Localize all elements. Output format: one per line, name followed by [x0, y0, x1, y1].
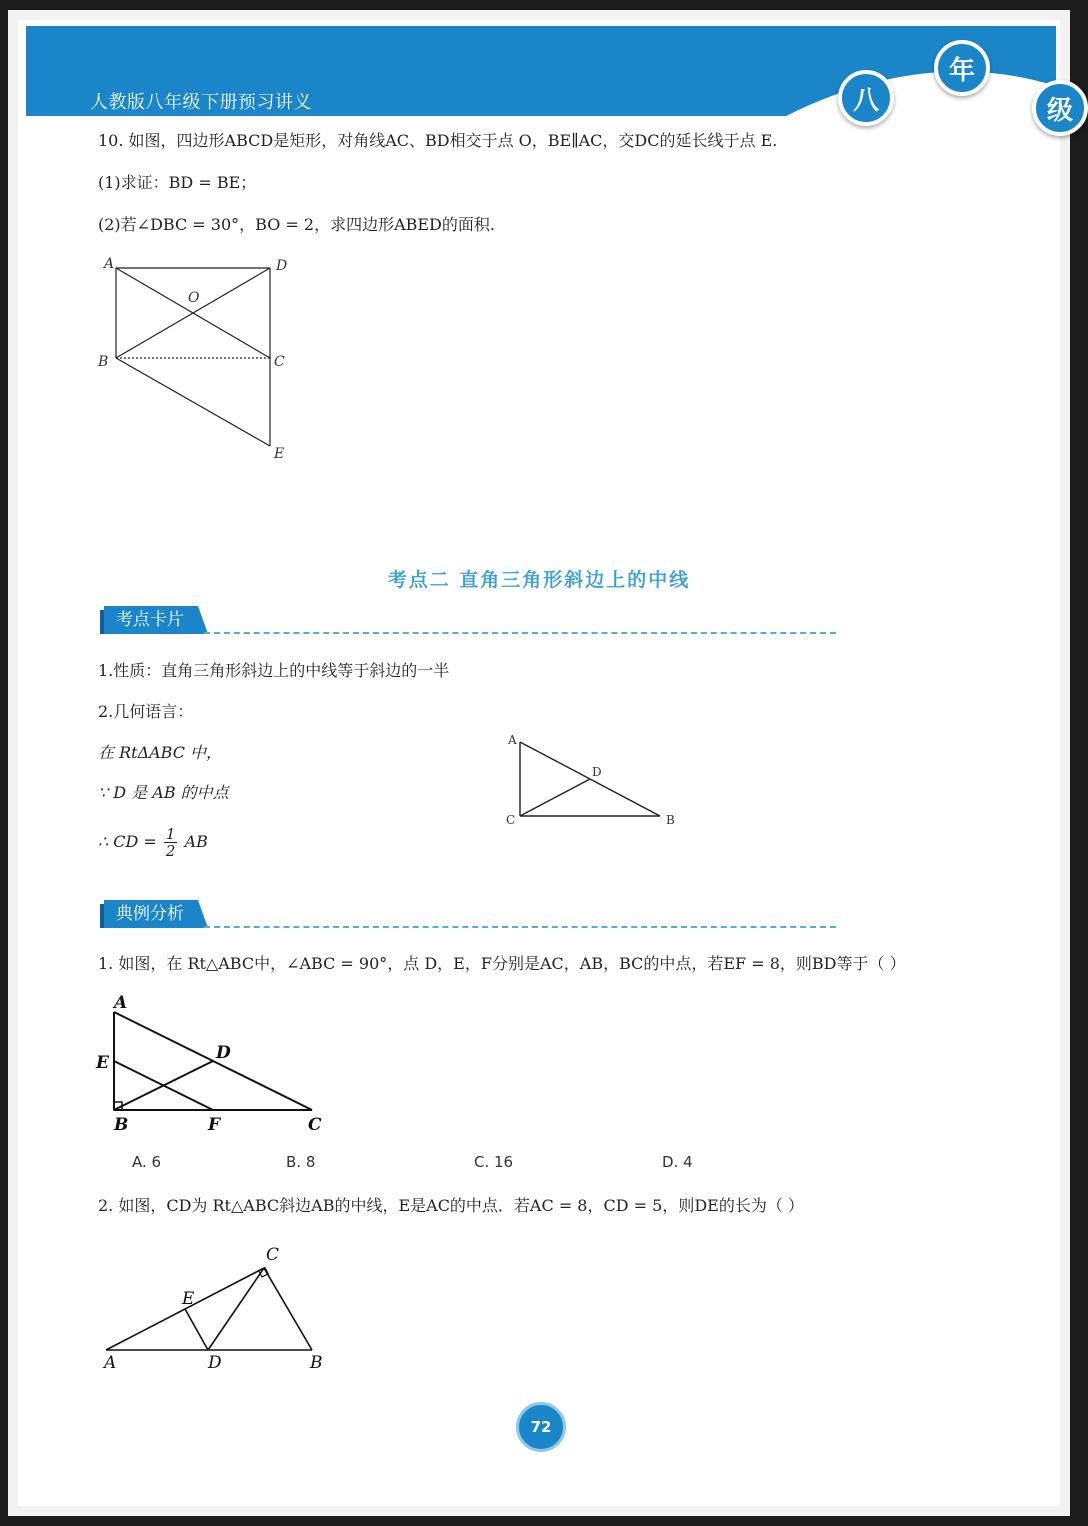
card-condition-2: ∵ D 是 AB 的中点: [98, 783, 229, 802]
label-b: B: [98, 354, 109, 370]
segment-ed: [185, 1309, 208, 1350]
card-tag: 考点卡片: [104, 606, 198, 634]
fraction-denominator: 2: [165, 842, 176, 860]
label-c: C: [266, 1245, 280, 1265]
grade-badge-ba: 八: [838, 70, 894, 126]
card-conclusion: [98, 826, 208, 859]
label-e: E: [96, 1053, 109, 1073]
examples-divider: [204, 926, 836, 928]
grade-badge-ji: 级: [1032, 80, 1088, 136]
section-title: 考点二 直角三角形斜边上的中线: [387, 569, 691, 591]
example2-triangle-figure: [94, 1232, 334, 1372]
card-property: 1.性质：直角三角形斜边上的中线等于斜边的一半: [98, 661, 450, 680]
card-divider: [204, 632, 836, 634]
label-b: B: [114, 1115, 129, 1135]
q10-stem: 10. 如图，四边形ABCD是矩形，对角线AC、BD相交于点 O，BE∥AC，交DC的延长线于点 E.: [98, 131, 778, 150]
example1-option-c: C. 16: [474, 1153, 514, 1171]
examples-tag: 典例分析: [104, 900, 198, 928]
card-condition-1: 在 RtΔABC 中，: [98, 743, 223, 762]
label-d: D: [208, 1353, 222, 1373]
fraction-numerator: 1: [165, 825, 176, 843]
example1-triangle-figure: [94, 992, 334, 1135]
example1-option-d: D. 4: [662, 1153, 693, 1171]
q10-part1: (1)求证：BD = BE；: [98, 173, 257, 192]
label-c: C: [506, 813, 516, 827]
label-a: A: [114, 993, 128, 1013]
label-a: A: [104, 1353, 117, 1373]
label-c: C: [308, 1115, 322, 1135]
example1-option-a: A. 6: [132, 1153, 162, 1171]
grade-badge-nian: 年: [934, 40, 990, 96]
label-d: D: [592, 765, 602, 779]
label-b: B: [310, 1353, 323, 1373]
q10-part2: (2)若∠DBC = 30°，BO = 2，求四边形ABED的面积.: [98, 215, 495, 234]
example1-option-b: B. 8: [286, 1153, 316, 1171]
header-banner: [26, 26, 1056, 116]
segment-be: [116, 358, 270, 446]
document-page: [8, 10, 1073, 1516]
label-a: A: [104, 256, 115, 272]
header-title: 人教版八年级下册预习讲义: [90, 92, 312, 113]
conclusion-prefix: ∴ CD =: [98, 832, 157, 851]
median-cd: [208, 1268, 264, 1350]
fraction-one-half: [164, 826, 178, 859]
page-number: 72: [516, 1402, 566, 1452]
conclusion-suffix: AB: [184, 832, 208, 851]
right-angle-mark: [259, 1268, 268, 1277]
example1-stem: 1. 如图，在 Rt△ABC中，∠ABC = 90°，点 D，E，F分别是AC，AB，BC的中点，若EF = 8，则BD等于（ ）: [98, 954, 906, 973]
edge-cb: [264, 1268, 312, 1350]
label-d: D: [216, 1043, 231, 1063]
label-a: A: [508, 733, 517, 747]
example2-stem: 2. 如图，CD为 Rt△ABC斜边AB的中线，E是AC的中点．若AC = 8，CD = 5，则DE的长为（ ）: [98, 1196, 804, 1215]
card-right-triangle-figure: [504, 730, 694, 830]
label-e: E: [274, 446, 285, 462]
label-f: F: [208, 1115, 221, 1135]
q10-rectangle-figure: [96, 254, 316, 464]
card-geometry-language: 2.几何语言：: [98, 702, 194, 721]
label-d: D: [276, 258, 288, 274]
label-c: C: [274, 354, 285, 370]
label-e: E: [182, 1289, 195, 1309]
label-b: B: [666, 813, 675, 827]
label-o: O: [188, 290, 200, 306]
median-cd: [520, 779, 590, 816]
